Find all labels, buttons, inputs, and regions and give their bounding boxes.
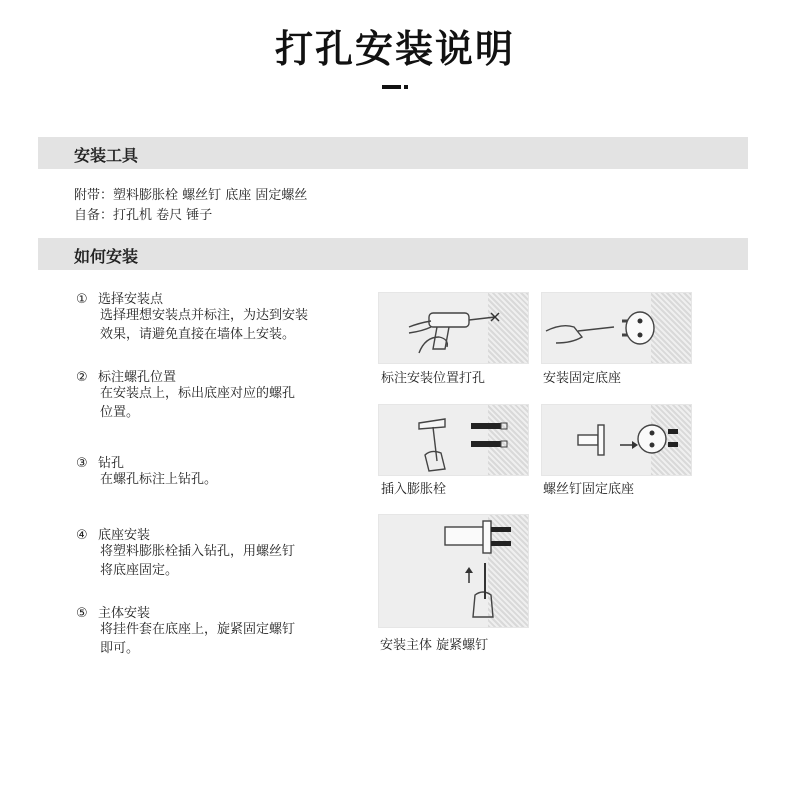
section-header-tools	[38, 137, 748, 169]
drill-icon	[379, 293, 528, 363]
step-desc-line: 效果，请避免直接在墙体上安装。	[100, 327, 296, 342]
illustration-drill	[378, 292, 529, 364]
section-title-install: 如何安装	[74, 247, 139, 266]
step-number: ②	[76, 370, 88, 385]
step-number: ③	[76, 456, 88, 471]
illustration-fix-base	[541, 292, 692, 364]
illustration-label: 标注安装位置打孔	[381, 371, 486, 386]
step-4	[76, 524, 356, 580]
step-desc-line: 位置。	[100, 405, 140, 420]
step-number: ④	[76, 528, 88, 543]
screwdriver-base-icon	[542, 293, 691, 363]
step-desc-line: 在螺孔标注上钻孔。	[100, 472, 218, 487]
hammer-anchor-icon	[379, 405, 528, 475]
illustration-label: 安装主体 旋紧螺钉	[380, 638, 489, 653]
step-number: ⑤	[76, 606, 88, 621]
step-title: 钻孔	[98, 456, 125, 471]
step-2	[76, 366, 356, 422]
step-desc-line: 即可。	[100, 641, 140, 656]
illustration-mount-body	[378, 514, 529, 628]
step-number: ①	[76, 292, 88, 307]
illustration-screw-base	[541, 404, 692, 476]
page-title: 打孔安装说明	[274, 27, 515, 71]
step-title: 选择安装点	[98, 292, 164, 307]
tools-self-provided: 自备：打孔机 卷尺 锤子	[74, 208, 213, 223]
mount-body-icon	[379, 515, 528, 627]
step-1	[76, 288, 356, 344]
step-title: 标注螺孔位置	[98, 370, 177, 385]
step-5	[76, 602, 356, 658]
step-3	[76, 452, 356, 489]
step-title: 底座安装	[98, 528, 151, 543]
step-desc-line: 将挂件套在底座上，旋紧固定螺钉	[100, 622, 296, 637]
step-desc-line: 将塑料膨胀栓插入钻孔，用螺丝钉	[100, 544, 296, 559]
title-underline	[382, 85, 408, 90]
step-desc-line: 选择理想安装点并标注，为达到安装	[100, 308, 309, 323]
illustration-label: 安装固定底座	[543, 371, 622, 386]
step-title: 主体安装	[98, 606, 151, 621]
step-desc-line: 将底座固定。	[100, 563, 179, 578]
illustration-label: 螺丝钉固定底座	[543, 482, 635, 497]
tools-included: 附带：塑料膨胀栓 螺丝钉 底座 固定螺丝	[74, 188, 308, 203]
section-header-install	[38, 238, 748, 270]
illustration-label: 插入膨胀栓	[381, 482, 447, 497]
section-title-tools: 安装工具	[74, 146, 139, 165]
base-screw-icon	[542, 405, 691, 475]
illustration-hammer	[378, 404, 529, 476]
step-desc-line: 在安装点上，标出底座对应的螺孔	[100, 386, 296, 401]
